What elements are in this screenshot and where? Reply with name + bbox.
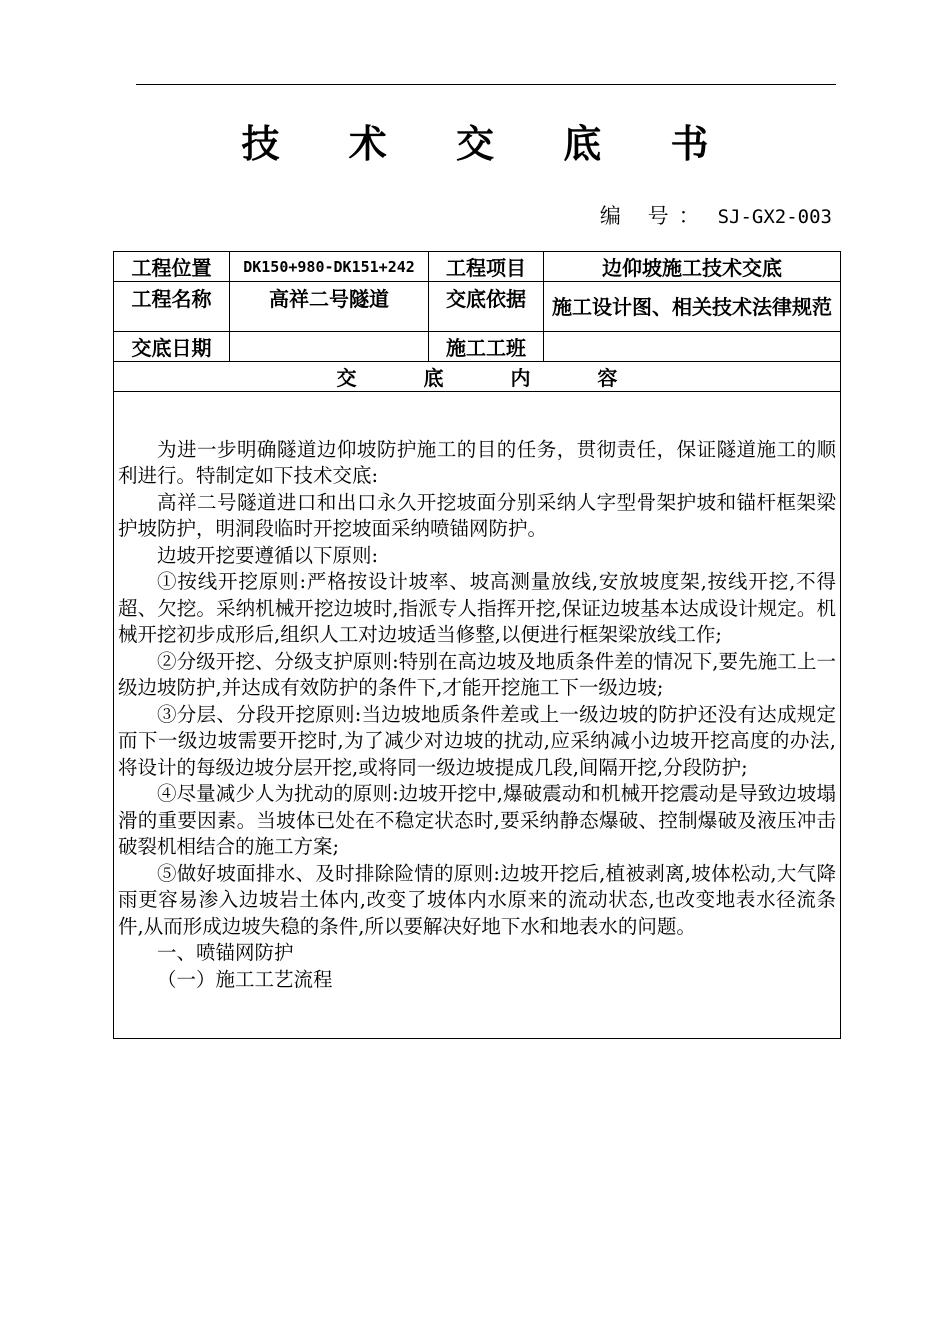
content-paragraph: 边坡开挖要遵循以下原则: <box>157 543 379 567</box>
form-row-content <box>114 392 841 1039</box>
location-label: 工程位置 <box>114 252 230 282</box>
document-number <box>600 200 832 230</box>
header-rule <box>136 84 836 85</box>
basis-label: 交底依据 <box>429 282 544 332</box>
form-row-content-header <box>114 362 841 392</box>
basis-value: 施工设计图、相关技术法律规范 <box>544 282 841 332</box>
document-title: 技 术 交 底 书 <box>241 121 737 166</box>
doc-number-label: 编 号： <box>599 204 710 228</box>
content-paragraph: 为进一步明确隧道边仰坡防护施工的目的任务，贯彻责任，保证隧道施工的顺利进行。特制定如下技术交底: <box>118 437 836 488</box>
form-row-location <box>114 252 841 282</box>
content-paragraph: ①按线开挖原则:严格按设计坡率、坡高测量放线,安放坡度架,按线开挖,不得超、欠挖。采纳机械开挖边坡时,指派专人指挥开挖,保证边坡基本达成设计规定。机械开挖初步成形后,组织人工对边坡适当修整,以便进行框架梁放线工作; <box>118 570 836 647</box>
location-value: DK150+980-DK151+242 <box>230 252 429 282</box>
section-heading: 一、喷锚网防护 <box>157 941 294 965</box>
form-row-name <box>114 282 841 332</box>
content-paragraph: ②分级开挖、分级支护原则:特别在高边坡及地质条件差的情况下,要先施工上一级边坡防护,并达成有效防护的条件下,才能开挖施工下一级边坡; <box>118 649 836 700</box>
team-value <box>544 332 841 362</box>
item-label: 工程项目 <box>429 252 544 282</box>
content-header: 交 底 内 容 <box>114 362 841 392</box>
form-row-date <box>114 332 841 362</box>
content-paragraph: 高祥二号隧道进口和出口永久开挖坡面分别采纳人字型骨架护坡和锚杆框架梁护坡防护，明洞段临时开挖坡面采纳喷锚网防护。 <box>118 490 836 541</box>
subsection-heading: （一）施工工艺流程 <box>157 967 333 991</box>
date-value <box>230 332 429 362</box>
doc-number-value: SJ-GX2-003 <box>717 206 832 228</box>
date-label: 交底日期 <box>114 332 230 362</box>
content-paragraph: ④尽量减少人为扰动的原则:边坡开挖中,爆破震动和机械开挖震动是导致边坡塌滑的重要因素。当坡体已处在不稳定状态时,要采纳静态爆破、控制爆破及液压冲击破裂机相结合的施工方案; <box>118 782 836 859</box>
item-value: 边仰坡施工技术交底 <box>544 252 841 282</box>
disclosure-form-table <box>113 251 841 1039</box>
name-label: 工程名称 <box>114 282 230 332</box>
team-label: 施工工班 <box>429 332 544 362</box>
content-paragraph: ⑤做好坡面排水、及时排除险情的原则:边坡开挖后,植被剥离,坡体松动,大气降雨更容易渗入边坡岩土体内,改变了坡体内水原来的流动状态,也改变地表水径流条件,从而形成边坡失稳的条件,所以要解决好地下水和地表水的问题。 <box>118 861 836 938</box>
content-body <box>114 392 841 1039</box>
content-paragraph: ③分层、分段开挖原则:当边坡地质条件差或上一级边坡的防护还没有达成规定而下一级边坡需要开挖时,为了减少对边坡的扰动,应采纳减小边坡开挖高度的办法,将设计的每级边坡分层开挖,或将同一级边坡提成几段,间隔开挖,分段防护; <box>118 702 836 779</box>
name-value: 高祥二号隧道 <box>230 282 429 332</box>
